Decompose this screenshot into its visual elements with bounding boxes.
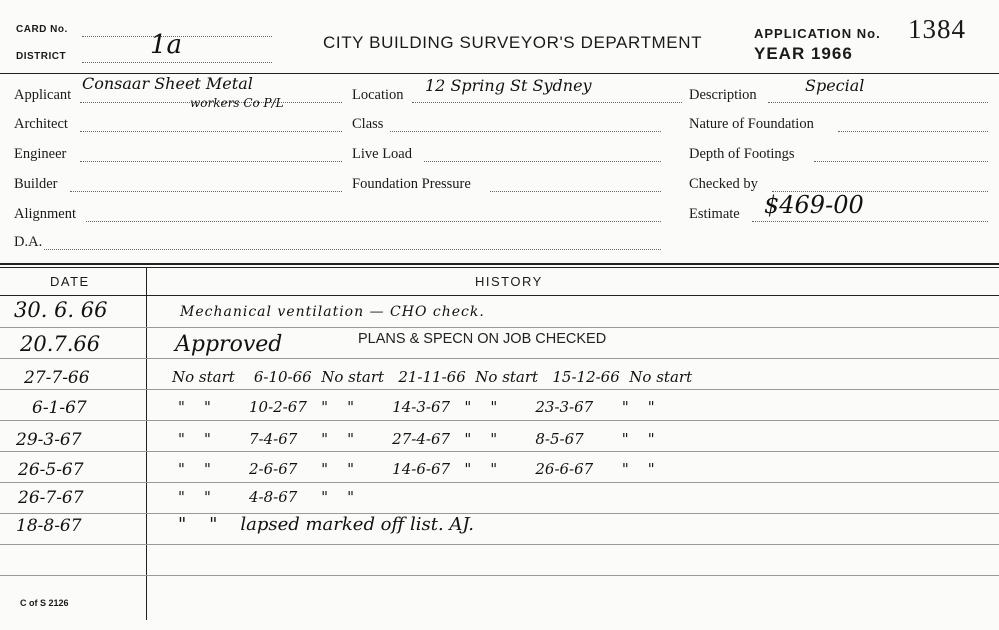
district-label: DISTRICT <box>16 51 67 62</box>
applicant-value-1: Consaar Sheet Metal <box>82 74 253 93</box>
nature-line <box>838 131 988 132</box>
ruled-line <box>0 513 999 514</box>
architect-line <box>80 131 342 132</box>
class-line <box>390 131 661 132</box>
class-label: Class <box>352 116 384 132</box>
plans-checked-stamp: PLANS & SPECN ON JOB CHECKED <box>358 331 607 347</box>
depth-line <box>814 161 988 162</box>
da-label: D.A. <box>14 234 43 250</box>
builder-label: Builder <box>14 176 58 192</box>
department-title: CITY BUILDING SURVEYOR'S DEPARTMENT <box>323 33 703 52</box>
builder-line <box>70 191 342 192</box>
depth-of-footings-label: Depth of Footings <box>689 146 795 162</box>
ruled-line <box>0 327 999 328</box>
application-number: 1384 <box>908 14 966 44</box>
ruled-line <box>0 389 999 390</box>
row-6-entry: " " 2-6-67 " " 14-6-67 " " 26-6-67 " " <box>178 460 655 478</box>
ruled-line <box>0 420 999 421</box>
year-label: YEAR 1966 <box>754 44 853 63</box>
row-2-date: 20.7.66 <box>20 332 101 356</box>
applicant-label: Applicant <box>14 87 72 103</box>
estimate-value: $469-00 <box>764 191 864 219</box>
row-1-entry: Mechanical ventilation — CHO check. <box>180 304 485 320</box>
form-code: C of S 2126 <box>20 598 69 608</box>
header-bottom-line <box>0 295 999 296</box>
history-column-header: HISTORY <box>475 274 543 289</box>
live-load-label: Live Load <box>352 146 412 162</box>
nature-of-foundation-label: Nature of Foundation <box>689 116 814 132</box>
applicant-value-2: workers Co P/L <box>190 96 284 110</box>
card-no-label: CARD No. <box>16 24 68 35</box>
foundation-pressure-line <box>490 191 661 192</box>
estimate-line <box>752 221 988 222</box>
estimate-label: Estimate <box>689 206 740 222</box>
row-4-entry: " " 10-2-67 " " 14-3-67 " " 23-3-67 " " <box>178 398 655 416</box>
alignment-label: Alignment <box>14 206 77 222</box>
application-label: APPLICATION No. <box>754 26 881 41</box>
ruled-line <box>0 358 999 359</box>
ruled-line <box>0 575 999 576</box>
row-5-date: 29-3-67 <box>16 430 82 450</box>
date-column-header: DATE <box>50 274 90 289</box>
alignment-line <box>86 221 661 222</box>
row-3-date: 27-7-66 <box>24 368 90 388</box>
da-line <box>44 249 661 250</box>
row-8-date: 18-8-67 <box>16 516 82 536</box>
row-6-date: 26-5-67 <box>18 460 84 480</box>
row-1-date: 30. 6. 66 <box>14 298 108 322</box>
engineer-label: Engineer <box>14 146 67 162</box>
row-4-date: 6-1-67 <box>32 398 87 418</box>
checked-by-label: Checked by <box>689 176 758 192</box>
location-label: Location <box>352 87 404 103</box>
history-top-border-2 <box>0 267 999 268</box>
row-7-entry: " " 4-8-67 " " <box>178 488 355 506</box>
column-divider <box>146 267 147 620</box>
ruled-line <box>0 451 999 452</box>
description-label: Description <box>689 87 757 103</box>
row-7-date: 26-7-67 <box>18 488 84 508</box>
district-line <box>82 62 272 63</box>
description-value: Special <box>805 76 865 95</box>
row-2-entry: Approved <box>175 332 283 357</box>
row-3-entry: No start 6-10-66 No start 21-11-66 No start 15-12-66 No start <box>172 368 693 386</box>
architect-label: Architect <box>14 116 68 132</box>
engineer-line <box>80 161 342 162</box>
location-line <box>412 102 682 103</box>
location-value: 12 Spring St Sydney <box>425 76 592 95</box>
row-5-entry: " " 7-4-67 " " 27-4-67 " " 8-5-67 " " <box>178 430 655 448</box>
row-8-entry: " " lapsed marked off list. AJ. <box>178 514 474 535</box>
ruled-line <box>0 482 999 483</box>
foundation-pressure-label: Foundation Pressure <box>352 176 471 192</box>
ruled-line <box>0 544 999 545</box>
history-top-border <box>0 263 999 265</box>
district-value: 1a <box>150 30 183 60</box>
description-line <box>768 102 988 103</box>
live-load-line <box>424 161 661 162</box>
